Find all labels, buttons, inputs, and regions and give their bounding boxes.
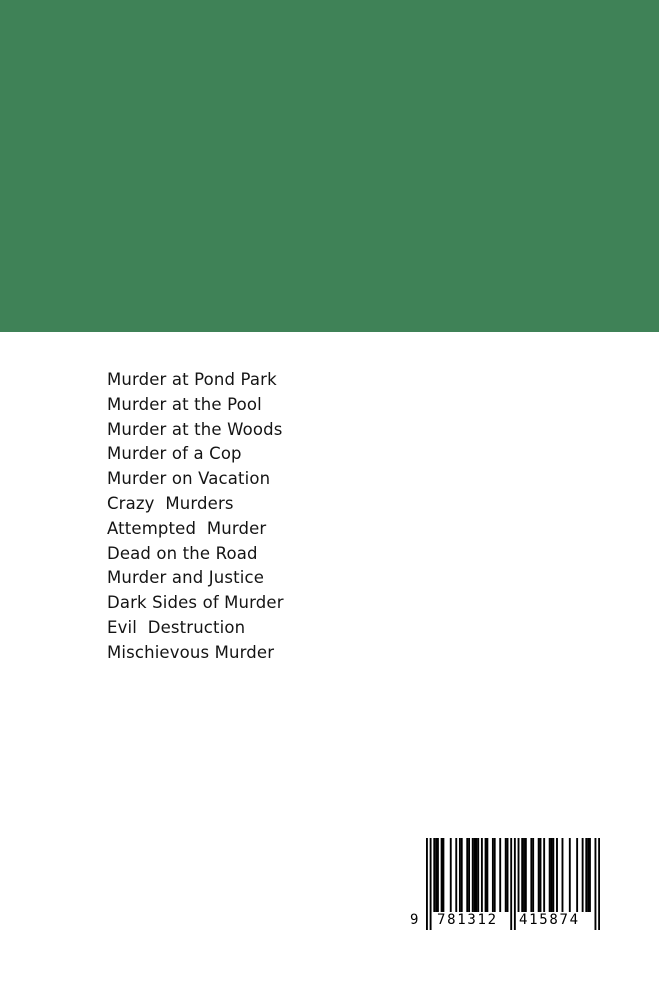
barcode-first-digit: 9 (410, 912, 419, 928)
barcode-bar (494, 838, 496, 912)
barcode-bar (481, 838, 483, 912)
barcode-bar (521, 838, 523, 912)
barcode-bar (492, 838, 494, 912)
barcode-bar (551, 838, 553, 912)
title-item: Mischievous Murder (107, 642, 275, 662)
barcode-bar (562, 838, 564, 912)
barcode-bar (532, 838, 534, 912)
barcode-bar (474, 838, 476, 912)
barcode-bar (595, 838, 597, 930)
barcode-digit-group-left: 781312 (437, 912, 498, 928)
barcode-bar (530, 838, 532, 912)
title-item: Murder at the Woods (107, 419, 283, 439)
barcode-bar (499, 838, 501, 912)
barcode-digit-group-right: 415874 (519, 912, 580, 928)
barcode-bar (525, 838, 527, 912)
title-item: Dark Sides of Murder (107, 593, 284, 613)
barcode-bar (430, 838, 432, 930)
title-item: Crazy Murders (107, 493, 234, 513)
barcode-bar (426, 838, 428, 930)
barcode-bar (450, 838, 452, 912)
barcode-bar (486, 838, 488, 912)
barcode-bar (468, 838, 470, 912)
barcode-bar (441, 838, 443, 912)
title-item: Murder at the Pool (107, 394, 262, 414)
barcode-bar (510, 838, 512, 930)
barcode-bar (507, 838, 509, 912)
barcode-bar (538, 838, 540, 912)
barcode-bar (461, 838, 463, 912)
barcode-bar (435, 838, 437, 912)
barcode-bar (433, 838, 435, 912)
barcode-bar (556, 838, 558, 912)
title-item: Murder at Pond Park (107, 370, 277, 389)
title-item: Dead on the Road (107, 543, 258, 563)
barcode-bar (549, 838, 551, 912)
barcode-bar (442, 838, 444, 912)
isbn-barcode (410, 838, 602, 934)
barcode-bar (576, 838, 578, 912)
barcode-bar (523, 838, 525, 912)
barcode-bar (540, 838, 542, 912)
barcode-bar (587, 838, 589, 912)
title-item: Evil Destruction (107, 617, 246, 637)
barcode-bar (589, 838, 591, 912)
book-title-list (107, 368, 284, 666)
barcode-bar (514, 838, 516, 930)
barcode-bar (437, 838, 439, 912)
barcode-bar (485, 838, 487, 912)
barcode-bar (569, 838, 571, 912)
barcode-bar (518, 838, 520, 912)
cover-color-band (0, 0, 659, 332)
barcode-bar (475, 838, 477, 912)
barcode-bar (598, 838, 600, 930)
barcode-bar (582, 838, 584, 912)
barcode-bar (585, 838, 587, 912)
barcode-bar (455, 838, 457, 912)
title-item: Murder of a Cop (107, 444, 242, 464)
barcode-bar (477, 838, 479, 912)
barcode-bar (505, 838, 507, 912)
barcode-bar (543, 838, 545, 912)
title-item: Murder on Vacation (107, 469, 271, 489)
barcode-bar (459, 838, 461, 912)
title-item: Murder and Justice (107, 568, 265, 588)
title-item: Attempted Murder (107, 518, 267, 538)
barcode-bar (472, 838, 474, 912)
barcode-bar (552, 838, 554, 912)
barcode-bar (466, 838, 468, 912)
